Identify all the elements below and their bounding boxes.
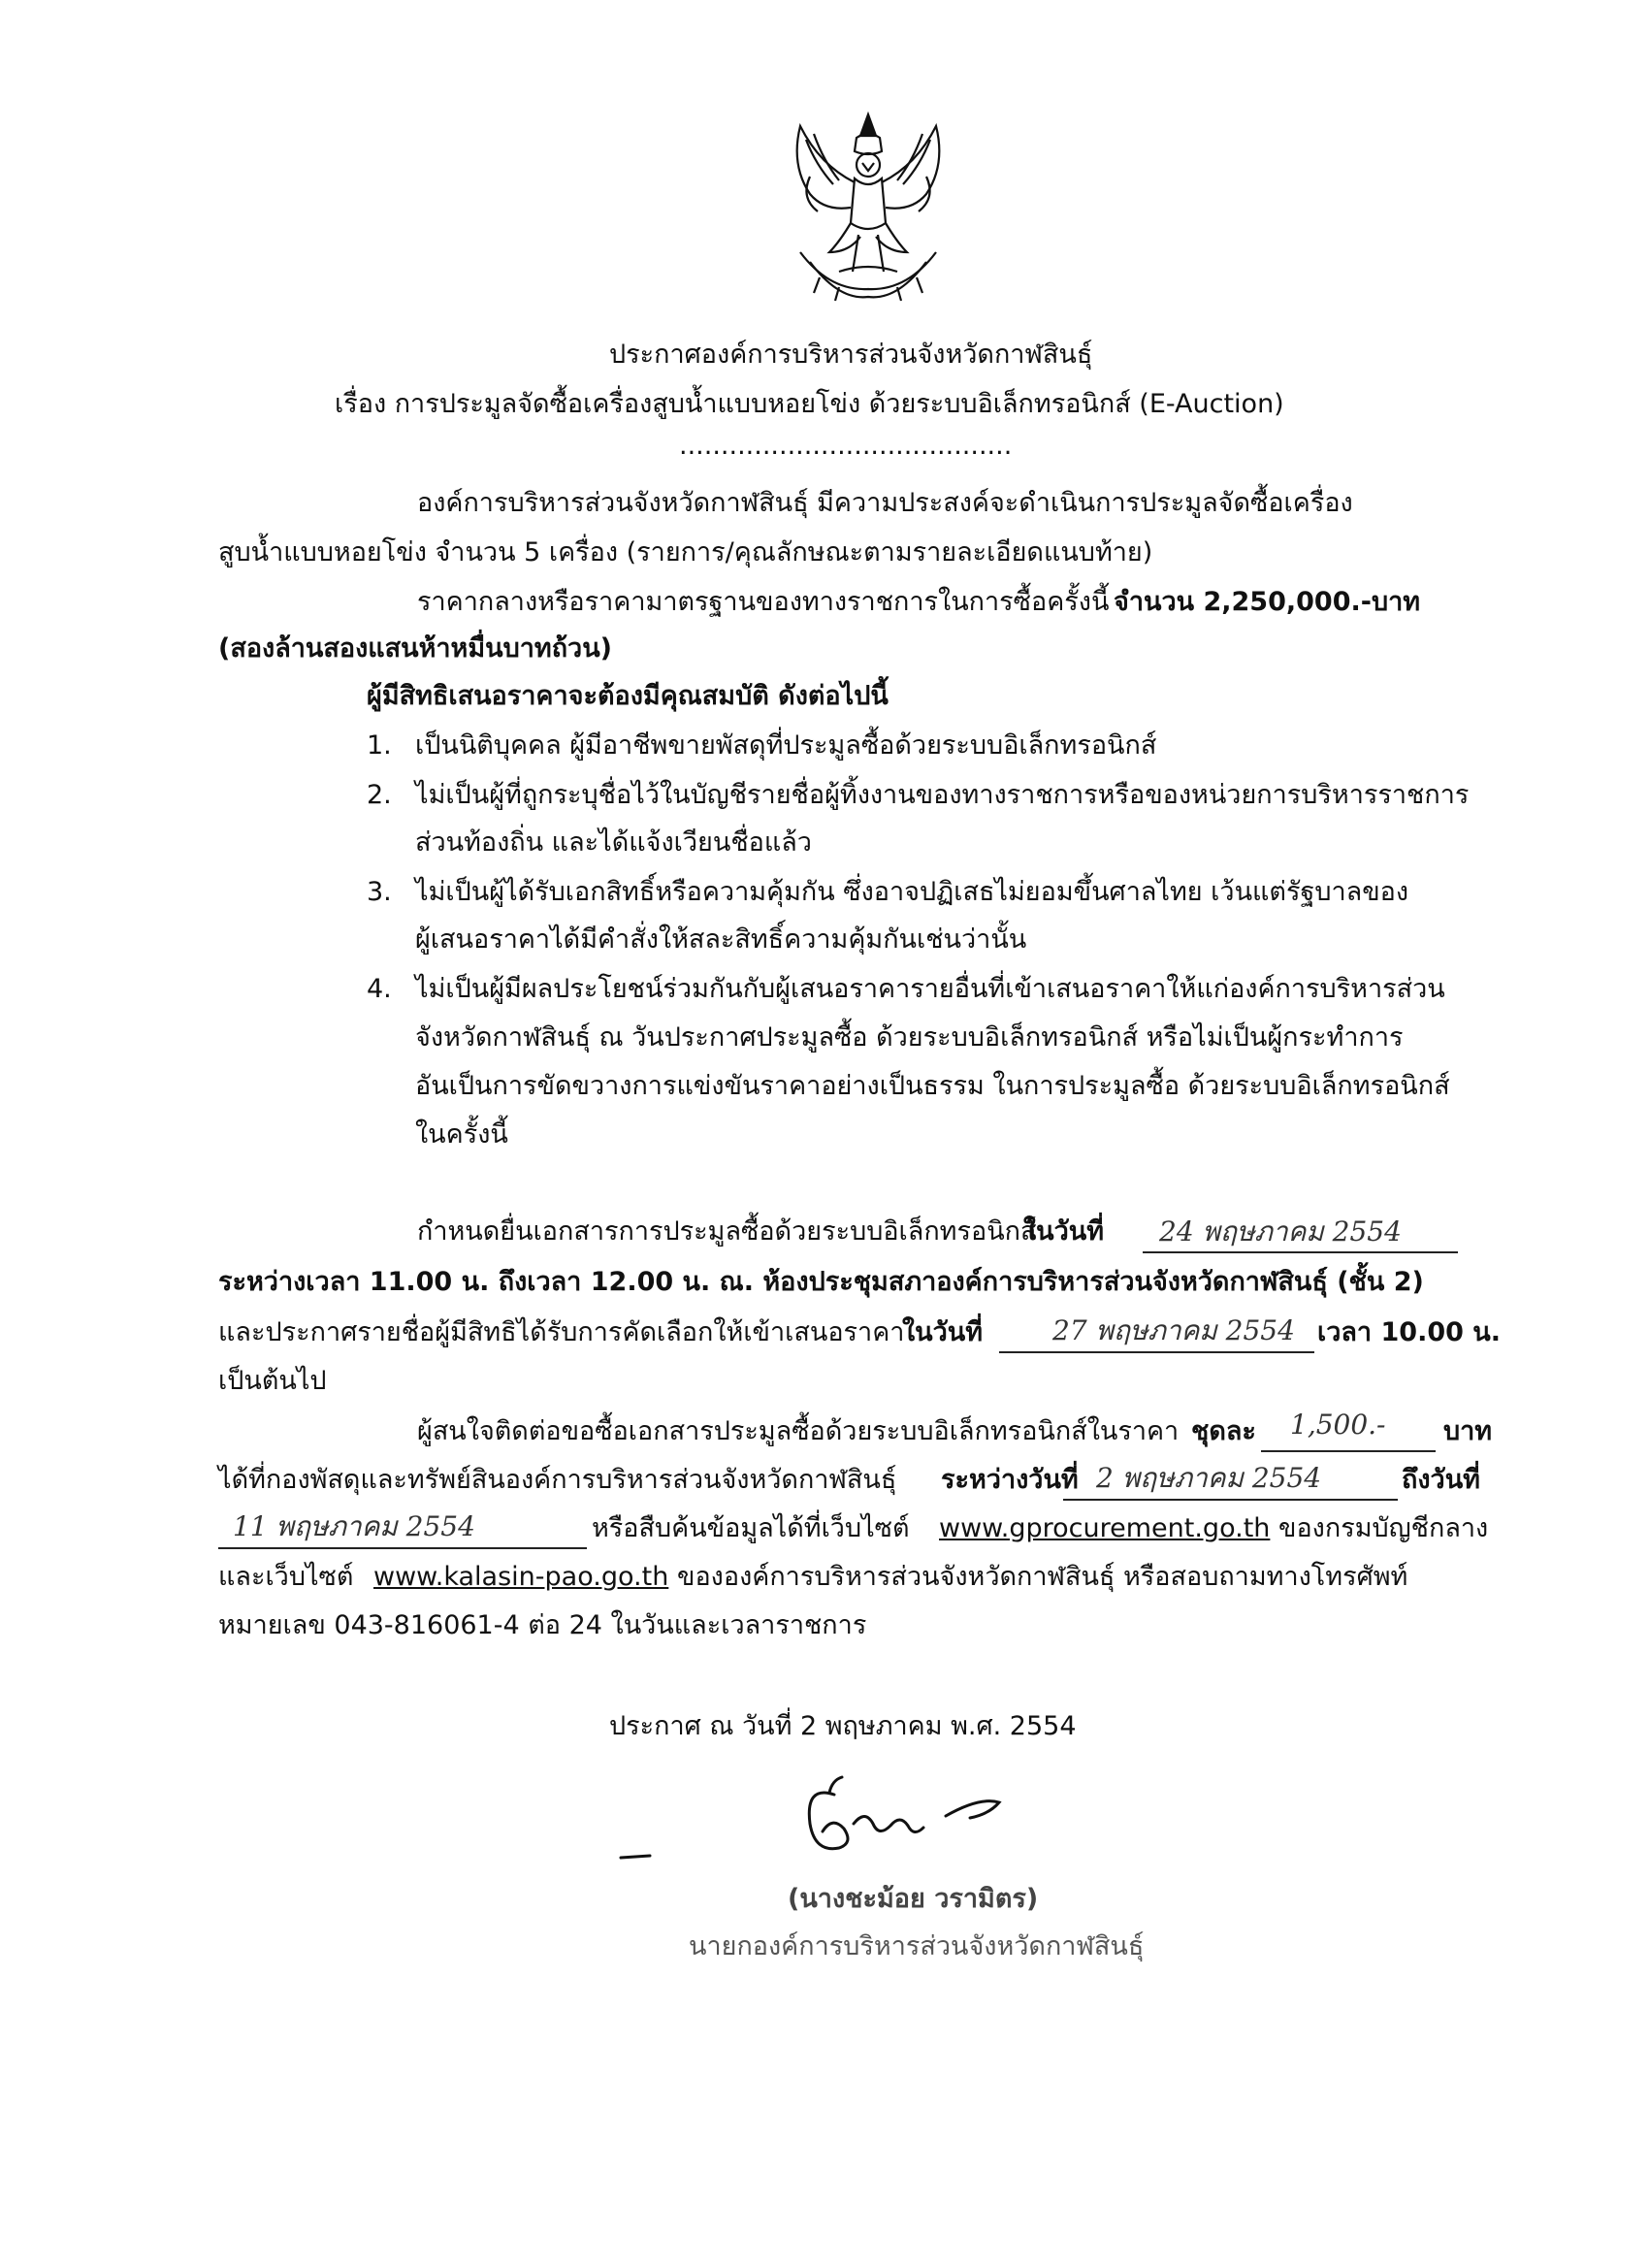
- qualification-number: 2.: [367, 780, 392, 810]
- submission-time-line: ระหว่างเวลา 11.00 น. ถึงเวลา 12.00 น. ณ. ห้องประชุมสภาองค์การบริหารส่วนจังหวัดกาฬสินธุ์ (ชั้น 2): [218, 1267, 1424, 1297]
- comptroller-text: ของกรมบัญชีกลาง: [1278, 1513, 1489, 1543]
- kalasin-pao-link[interactable]: www.kalasin-pao.go.th: [373, 1562, 669, 1592]
- qualification-line: ไม่เป็นผู้มีผลประโยชน์ร่วมกันกับผู้เสนอราคารายอื่นที่เข้าเสนอราคาให้แก่องค์การบริหารส่วน: [415, 974, 1445, 1004]
- document-subject: เรื่อง การประมูลจัดซื้อเครื่องสูบน้ำแบบหอยโข่ง ด้วยระบบอิเล็กทรอนิกส์ (E-Auction): [335, 389, 1284, 419]
- separator-dots: ........................................: [679, 431, 1013, 461]
- reference-price-amount: จำนวน 2,250,000.-บาท: [1114, 587, 1421, 617]
- purchase-unit: บาท: [1443, 1416, 1493, 1446]
- purchase-per-set-label: ชุดละ: [1191, 1416, 1256, 1446]
- qualification-number: 3.: [367, 877, 392, 907]
- intro-paragraph-line-1: องค์การบริหารส่วนจังหวัดกาฬสินธุ์ มีความประสงค์จะดำเนินการประมูลจัดซื้อเครื่อง: [417, 488, 1353, 518]
- qualification-line: จังหวัดกาฬสินธุ์ ณ วันประกาศประมูลซื้อ ด้วยระบบอิเล็กทรอนิกส์ หรือไม่เป็นผู้กระทำการ: [415, 1022, 1404, 1053]
- qualification-number: 1.: [367, 730, 392, 761]
- qualification-line: ในครั้งนี้: [415, 1119, 508, 1150]
- qualification-line: ส่วนท้องถิ่น และได้แจ้งเวียนชื่อแล้ว: [415, 827, 812, 858]
- contact-text: ขององค์การบริหารส่วนจังหวัดกาฬสินธุ์ หรือสอบถามทางโทรศัพท์: [677, 1562, 1408, 1592]
- signature-icon: [611, 1756, 1057, 1872]
- submission-date-label: ในวันที่: [1023, 1216, 1105, 1247]
- purchase-start-handwritten: 2 พฤษภาคม 2554: [1096, 1462, 1322, 1494]
- phone-line: หมายเลข 043-816061-4 ต่อ 24 ในวันและเวลาราชการ: [218, 1610, 867, 1640]
- submission-date-handwritten: 24 พฤษภาคม 2554: [1159, 1215, 1402, 1247]
- garuda-emblem-icon: [771, 107, 965, 306]
- qualifications-heading: ผู้มีสิทธิเสนอราคาจะต้องมีคุณสมบัติ ดังต่อไปนี้: [367, 681, 889, 711]
- purchase-text: ผู้สนใจติดต่อขอซื้อเอกสารประมูลซื้อด้วยระบบอิเล็กทรอนิกส์ในราคา: [417, 1416, 1180, 1446]
- qualification-line: อันเป็นการขัดขวางการแข่งขันราคาอย่างเป็นธรรม ในการประมูลซื้อ ด้วยระบบอิเล็กทรอนิกส์: [415, 1071, 1450, 1101]
- gprocurement-link[interactable]: www.gprocurement.go.th: [939, 1513, 1271, 1543]
- reference-price-text: ราคากลางหรือราคามาตรฐานของทางราชการในการซื้อครั้งนี้: [417, 587, 1110, 617]
- qualification-line: ไม่เป็นผู้ได้รับเอกสิทธิ์หรือความคุ้มกัน ซึ่งอาจปฏิเสธไม่ยอมขึ้นศาลไทย เว้นแต่รัฐบาลของ: [415, 877, 1409, 907]
- submission-text: กำหนดยื่นเอกสารการประมูลซื้อด้วยระบบอิเล็กทรอนิกส์: [417, 1216, 1037, 1247]
- shortlist-onward: เป็นต้นไป: [218, 1366, 327, 1396]
- purchase-between-label: ระหว่างวันที่: [941, 1465, 1079, 1495]
- purchase-price-blank: [1261, 1450, 1436, 1452]
- website-text: หรือสืบค้นข้อมูลได้ที่เว็บไซต์: [592, 1513, 910, 1543]
- reference-price-words: (สองล้านสองแสนห้าหมื่นบาทถ้วน): [218, 633, 613, 664]
- signer-title: นายกองค์การบริหารส่วนจังหวัดกาฬสินธุ์: [689, 1931, 1145, 1961]
- purchase-place: ได้ที่กองพัสดุและทรัพย์สินองค์การบริหารส่วนจังหวัดกาฬสินธุ์: [218, 1465, 897, 1495]
- shortlist-time: เวลา 10.00 น.: [1317, 1317, 1502, 1347]
- website-text: และเว็บไซต์: [218, 1562, 354, 1592]
- shortlist-text: และประกาศรายชื่อผู้มีสิทธิได้รับการคัดเลือกให้เข้าเสนอราคา: [218, 1317, 905, 1347]
- shortlist-date-handwritten: 27 พฤษภาคม 2554: [1052, 1314, 1295, 1346]
- document-title: ประกาศองค์การบริหารส่วนจังหวัดกาฬสินธุ์: [609, 340, 1093, 370]
- qualification-line: ไม่เป็นผู้ที่ถูกระบุชื่อไว้ในบัญชีรายชื่อผู้ทิ้งงานของทางราชการหรือของหน่วยการบริหารราชการ: [415, 780, 1470, 810]
- qualification-line: เป็นนิติบุคคล ผู้มีอาชีพขายพัสดุที่ประมูลซื้อด้วยระบบอิเล็กทรอนิกส์: [415, 730, 1157, 761]
- signer-name: (นางชะม้อย วรามิตร): [788, 1884, 1039, 1914]
- purchase-until-label: ถึงวันที่: [1402, 1465, 1480, 1495]
- qualification-line: ผู้เสนอราคาได้มีคำสั่งให้สละสิทธิ์ความคุ้มกันเช่นว่านั้น: [415, 924, 1027, 955]
- shortlist-date-label: ในวันที่: [902, 1317, 984, 1347]
- intro-paragraph-line-2: สูบน้ำแบบหอยโข่ง จำนวน 5 เครื่อง (รายการ/คุณลักษณะตามรายละเอียดแนบท้าย): [218, 537, 1153, 567]
- announce-date: ประกาศ ณ วันที่ 2 พฤษภาคม พ.ศ. 2554: [609, 1711, 1077, 1741]
- qualification-number: 4.: [367, 974, 392, 1004]
- purchase-end-handwritten: 11 พฤษภาคม 2554: [233, 1510, 475, 1542]
- purchase-price-handwritten: 1,500.-: [1290, 1409, 1386, 1441]
